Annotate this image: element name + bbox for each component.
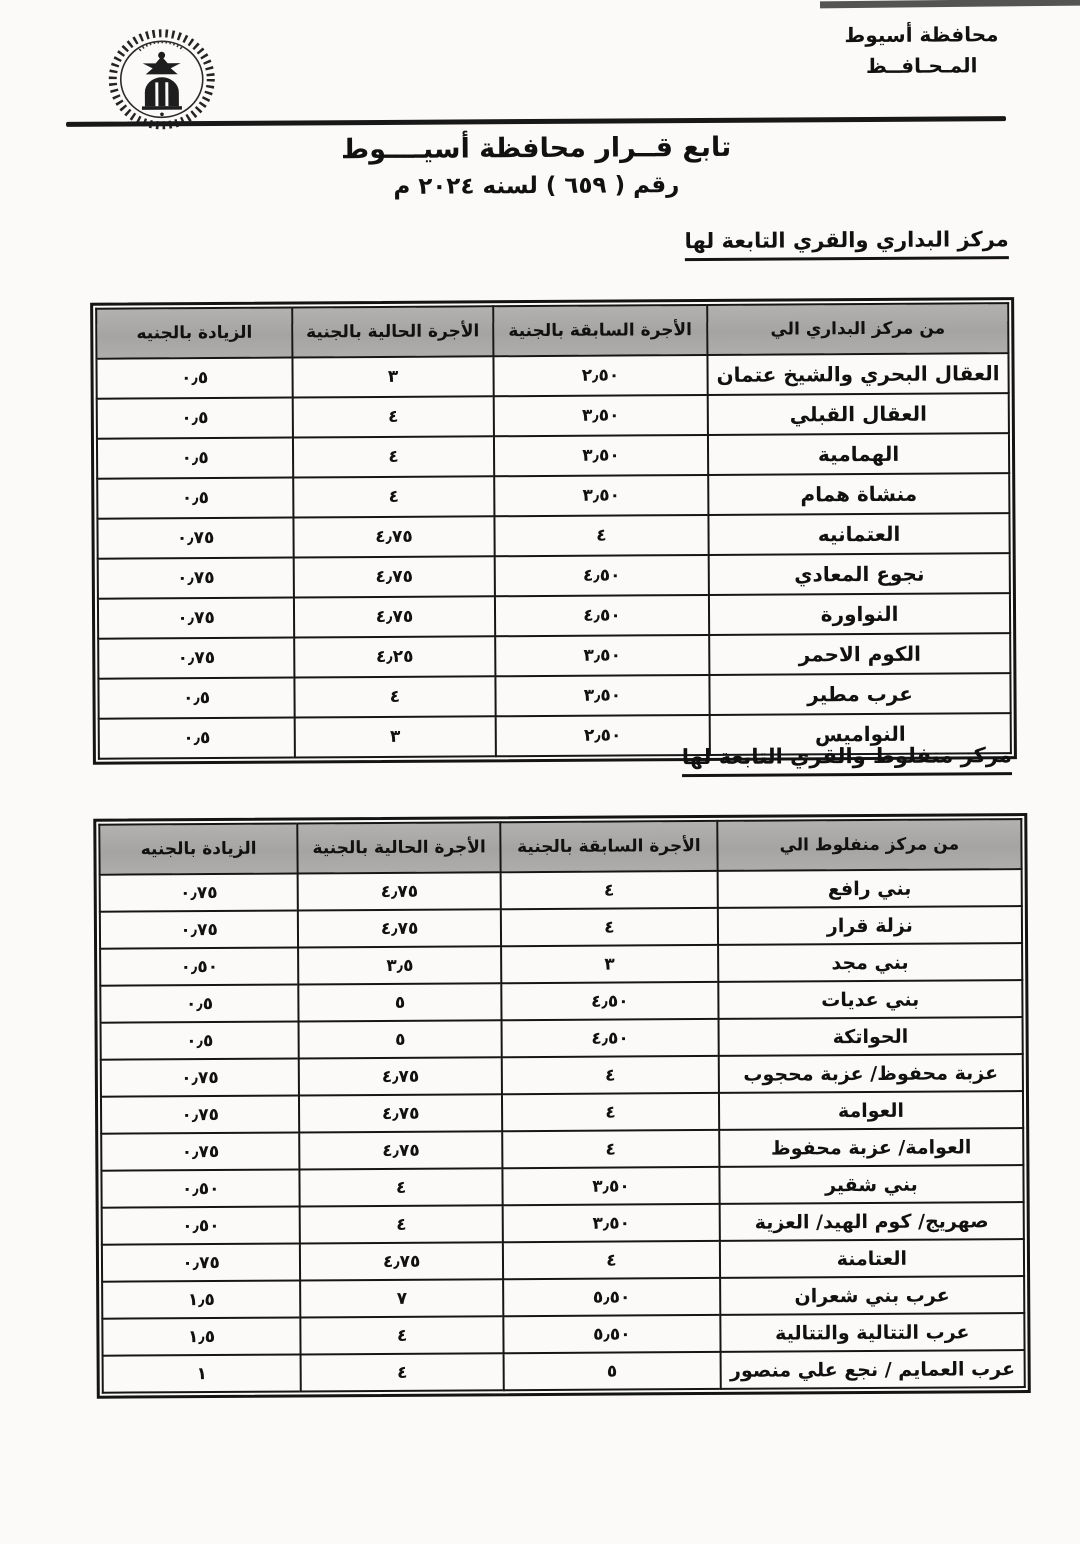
current-fare-cell: ٧: [300, 1279, 503, 1317]
current-fare-cell: ٤: [300, 1168, 503, 1206]
destination-cell: الحواتكة: [718, 1017, 1022, 1056]
previous-fare-cell: ٤٫٥٠: [501, 982, 718, 1020]
previous-fare-cell: ٤: [502, 1130, 719, 1168]
destination-cell: العوامة/ عزبة محفوظ: [719, 1128, 1023, 1167]
table-row: [97, 473, 1009, 519]
current-fare-cell: ٥: [299, 1020, 502, 1058]
col-header-destination: من مركز البداري الي: [707, 303, 1008, 355]
table-row: [100, 906, 1022, 949]
destination-cell: الكوم الاحمر: [709, 633, 1010, 675]
increase-cell: ٠٫٥٠: [100, 947, 298, 985]
table-row: [102, 1202, 1024, 1245]
table-row: [98, 593, 1010, 639]
previous-fare-cell: ٥: [504, 1352, 721, 1390]
table-header-row: [99, 819, 1021, 875]
previous-fare-cell: ٢٫٥٠: [495, 715, 710, 756]
destination-cell: عرب التتالية والتتالية: [720, 1313, 1024, 1352]
previous-fare-cell: ٣٫٥٠: [495, 635, 710, 676]
increase-cell: ١٫٥: [102, 1280, 300, 1318]
destination-cell: بني مجد: [718, 943, 1022, 982]
increase-cell: ٠٫٧٥: [102, 1243, 300, 1281]
previous-fare-cell: ٤٫٥٠: [494, 555, 709, 596]
previous-fare-cell: ٣٫٥٠: [494, 435, 709, 476]
destination-cell: صهريج/ كوم الهيد/ العزية: [719, 1202, 1023, 1241]
increase-cell: ٠٫٥: [97, 398, 293, 439]
decree-number: رقم ( ٦٥٩ ) لسنه ٢٠٢٤ م: [393, 172, 680, 200]
table-row: [101, 1128, 1023, 1171]
destination-cell: العقال القبلي: [708, 393, 1009, 435]
col-header-previous-fare: الأجرة السابقة بالجنية: [500, 821, 717, 872]
table-row: [100, 943, 1022, 986]
destination-cell: العوامة: [719, 1091, 1023, 1130]
destination-cell: عرب بني شعران: [720, 1276, 1024, 1315]
col-header-increase: الزيادة بالجنيه: [99, 823, 298, 874]
previous-fare-cell: ٤: [503, 1241, 720, 1279]
table-row: [100, 869, 1022, 912]
org-name: محافظة أسيوط: [844, 22, 999, 48]
increase-cell: ٠٫٧٥: [97, 518, 293, 559]
title-block: [0, 130, 1076, 203]
col-header-previous-fare: الأجرة السابقة بالجنية: [493, 305, 708, 356]
increase-cell: ٠٫٥: [96, 358, 292, 399]
table-row: [101, 1091, 1023, 1134]
table-row: [101, 1017, 1023, 1060]
previous-fare-cell: ٤: [502, 1093, 719, 1131]
current-fare-cell: ٤: [301, 1353, 504, 1391]
col-header-current-fare: الأجرة الحالية بالجنية: [298, 822, 501, 873]
destination-cell: عزبة محفوظ/ عزبة محجوب: [718, 1054, 1022, 1093]
current-fare-cell: ٣٫٥: [298, 946, 501, 984]
table-row: [97, 393, 1009, 439]
previous-fare-cell: ٣٫٥٠: [493, 395, 708, 436]
table-row: [98, 673, 1010, 719]
current-fare-cell: ٤٫٧٥: [299, 1057, 502, 1095]
current-fare-cell: ٤: [301, 1316, 504, 1354]
previous-fare-cell: ٥٫٥٠: [503, 1278, 720, 1316]
destination-cell: النواميس: [710, 713, 1011, 755]
current-fare-cell: ٣: [293, 356, 494, 397]
table-row: [97, 513, 1009, 559]
current-fare-cell: ٣: [295, 716, 496, 757]
current-fare-cell: ٤٫٢٥: [294, 636, 495, 677]
current-fare-cell: ٤٫٧٥: [299, 1131, 502, 1169]
previous-fare-cell: ٤٫٥٠: [502, 1019, 719, 1057]
fare-table-manfalut: [93, 813, 1031, 1399]
destination-cell: العقال البحري والشيخ عتمان: [708, 353, 1009, 395]
col-header-increase: الزيادة بالجنيه: [96, 308, 292, 359]
increase-cell: ٠٫٧٥: [100, 910, 298, 948]
destination-cell: بني شقير: [719, 1165, 1023, 1204]
previous-fare-cell: ٤٫٥٠: [495, 595, 710, 636]
current-fare-cell: ٤: [293, 476, 494, 517]
table-row: [103, 1350, 1025, 1393]
increase-cell: ٠٫٥٠: [102, 1206, 300, 1244]
table-row: [96, 353, 1008, 399]
previous-fare-cell: ٤: [502, 1056, 719, 1094]
current-fare-cell: ٤٫٧٥: [299, 1094, 502, 1132]
destination-cell: نجوع المعادي: [709, 553, 1010, 595]
section-heading-manfalut: مركز منفلوط والقري التابعة لها: [682, 743, 1012, 777]
current-fare-cell: ٤: [295, 676, 496, 717]
destination-cell: عرب مطير: [709, 673, 1010, 715]
previous-fare-cell: ٢٫٥٠: [493, 355, 708, 396]
increase-cell: ٠٫٧٥: [101, 1095, 299, 1133]
col-header-current-fare: الأجرة الحالية بالجنية: [292, 306, 493, 357]
current-fare-cell: ٤: [300, 1205, 503, 1243]
section-heading-badari: مركز البداري والقري التابعة لها: [685, 227, 1009, 261]
destination-cell: عرب العمايم / نجع علي منصور: [720, 1350, 1024, 1389]
previous-fare-cell: ٣٫٥٠: [495, 675, 710, 716]
increase-cell: ٠٫٥: [101, 1021, 299, 1059]
current-fare-cell: ٤٫٧٥: [294, 516, 495, 557]
destination-cell: العتمانيه: [708, 513, 1009, 555]
increase-cell: ٠٫٥: [99, 717, 295, 758]
increase-cell: ٠٫٧٥: [98, 637, 294, 678]
increase-cell: ٠٫٧٥: [98, 558, 294, 599]
table-row: [101, 1165, 1023, 1208]
previous-fare-cell: ٣٫٥٠: [503, 1204, 720, 1242]
previous-fare-cell: ٤: [501, 908, 718, 946]
destination-cell: بني عديات: [718, 980, 1022, 1019]
destination-cell: بني رافع: [717, 869, 1021, 908]
current-fare-cell: ٤٫٧٥: [298, 909, 501, 947]
increase-cell: ٠٫٧٥: [98, 597, 294, 638]
page-title: تابع قــرار محافظة أسيــــوط: [341, 131, 732, 166]
current-fare-cell: ٤: [293, 436, 494, 477]
destination-cell: العتامنة: [720, 1239, 1024, 1278]
governorate-seal-logo: [99, 24, 224, 131]
increase-cell: ٠٫٧٥: [101, 1058, 299, 1096]
increase-cell: ٠٫٧٥: [101, 1132, 299, 1170]
table-row: [102, 1313, 1024, 1356]
col-header-destination: من مركز منفلوط الي: [717, 819, 1022, 871]
increase-cell: ٠٫٥٠: [101, 1169, 299, 1207]
previous-fare-cell: ٣٫٥٠: [494, 475, 709, 516]
previous-fare-cell: ٣: [501, 945, 718, 983]
previous-fare-cell: ٤: [501, 871, 718, 909]
increase-cell: ٠٫٥: [97, 438, 293, 479]
current-fare-cell: ٤٫٧٥: [298, 872, 501, 910]
current-fare-cell: ٤: [293, 396, 494, 437]
increase-cell: ١٫٥: [102, 1317, 300, 1355]
table-row: [101, 1054, 1023, 1097]
table-row: [98, 553, 1010, 599]
destination-cell: منشاة همام: [708, 473, 1009, 515]
increase-cell: ٠٫٧٥: [100, 873, 298, 911]
current-fare-cell: ٤٫٧٥: [294, 596, 495, 637]
governorate-seal-icon: [99, 24, 224, 131]
destination-cell: نزلة قرار: [718, 906, 1022, 945]
increase-cell: ٠٫٥: [97, 478, 293, 519]
increase-cell: ١: [103, 1354, 301, 1392]
table-row: [97, 433, 1009, 479]
destination-cell: النواورة: [709, 593, 1010, 635]
governor-title: المـحـافــظ: [865, 53, 978, 78]
increase-cell: ٠٫٥: [100, 984, 298, 1022]
previous-fare-cell: ٤: [494, 515, 709, 556]
current-fare-cell: ٤٫٧٥: [294, 556, 495, 597]
previous-fare-cell: ٥٫٥٠: [503, 1315, 720, 1353]
table-row: [100, 980, 1022, 1023]
current-fare-cell: ٤٫٧٥: [300, 1242, 503, 1280]
table-header-row: [96, 303, 1008, 359]
current-fare-cell: ٥: [299, 983, 502, 1021]
org-block: [831, 19, 1011, 82]
increase-cell: ٠٫٥: [98, 677, 294, 718]
fare-table-badari: [90, 297, 1017, 765]
table-row: [102, 1239, 1024, 1282]
destination-cell: الهمامية: [708, 433, 1009, 475]
table-row: [98, 633, 1010, 679]
previous-fare-cell: ٣٫٥٠: [503, 1167, 720, 1205]
table-row: [102, 1276, 1024, 1319]
